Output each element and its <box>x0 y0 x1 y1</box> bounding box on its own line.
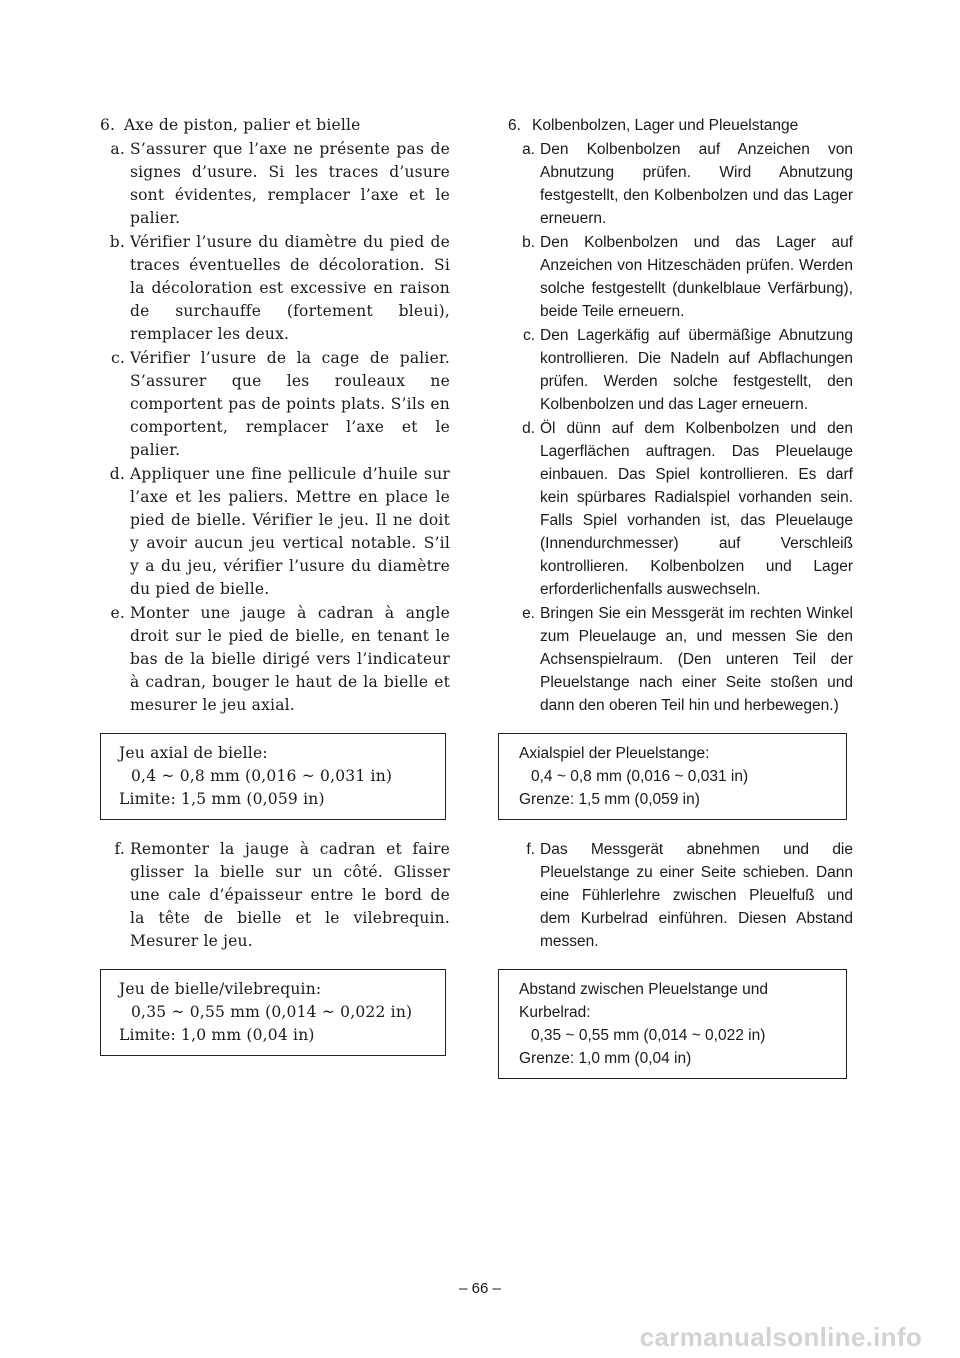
list-item <box>508 138 853 230</box>
spec-value: 0,4 ~ 0,8 mm (0,016 ~ 0,031 in) <box>531 768 749 785</box>
item-label: c. <box>522 327 535 344</box>
list-item <box>508 231 853 323</box>
spec-value: 0,4 ~ 0,8 mm (0,016 ~ 0,031 in) <box>131 767 393 785</box>
spec-box <box>100 733 446 820</box>
section-title: Axe de piston, palier et bielle <box>124 116 361 134</box>
spec-box <box>498 733 847 820</box>
section-heading <box>100 114 450 137</box>
item-label: d. <box>109 465 125 483</box>
page-number: – 66 – <box>459 1280 501 1297</box>
item-label: f. <box>526 841 535 858</box>
item-text: Öl dünn auf dem Kolbenbolzen und den Lagerflächen auftragen. Das Pleuelauge einbauen. Das Spiel kontrollieren. Es darf kein spürbares Radialspiel vorhanden sein. Falls Spiel vorhanden ist, das Pleuelauge (Innendurchmesser) auf Verschleiß kontrollieren. Kolbenbolzen und Lager erforderlichenfalls auswechseln. <box>540 420 853 598</box>
list-item <box>100 463 450 601</box>
item-label: e. <box>110 604 125 622</box>
item-label: b. <box>109 233 125 251</box>
spec-value: 0,35 ~ 0,55 mm (0,014 ~ 0,022 in) <box>531 1027 766 1044</box>
list-item <box>100 231 450 346</box>
item-text: Remonter la jauge à cadran et faire glisser la bielle sur un côté. Glisser une cale d’épaisseur entre le bord de la tête de bielle et le vilebrequin. Mesurer le jeu. <box>130 840 450 950</box>
item-text: Bringen Sie ein Messgerät im rechten Winkel zum Pleuelauge an, und messen Sie den Achsenspielraum. (Den unteren Teil der Pleuelstange nach einer Seite stoßen und dann den oberen Teil hin und herbewegen.) <box>540 605 853 714</box>
spec-title: Axialspiel der Pleuelstange: <box>519 745 710 762</box>
spec-limit: Limite: 1,5 mm (0,059 in) <box>119 790 325 808</box>
german-column <box>508 114 853 1097</box>
item-text: Den Kolbenbolzen auf Anzeichen von Abnutzung prüfen. Wird Abnutzung festgestellt, den Kolbenbolzen und das Lager erneuern. <box>540 141 853 227</box>
item-text: Den Kolbenbolzen und das Lager auf Anzeichen von Hitzeschäden prüfen. Werden solche festgestellt (dunkelblaue Verfärbung), beide Teile erneuern. <box>540 234 853 320</box>
item-text: Vérifier l’usure de la cage de palier. S’assurer que les rouleaux ne comportent pas de points plats. S’ils en comportent, remplacer l’axe et le palier. <box>130 349 450 459</box>
item-label: a. <box>110 140 125 158</box>
item-label: b. <box>522 234 535 251</box>
section-title: Kolbenbolzen, Lager und Pleuelstange <box>532 117 799 134</box>
spec-title: Abstand zwischen Pleuelstange und Kurbelrad: <box>519 981 769 1021</box>
item-label: c. <box>110 349 125 367</box>
section-number: 6. <box>100 116 116 134</box>
item-text: S’assurer que l’axe ne présente pas de signes d’usure. Si les traces d’usure sont évidentes, remplacer l’axe et le palier. <box>130 140 450 227</box>
item-text: Appliquer une fine pellicule d’huile sur l’axe et les paliers. Mettre en place le pied de bielle. Vérifier le jeu. Il ne doit y avoir aucun jeu vertical notable. S’il y a du jeu, vérifier l’usure du diamètre du pied de bielle. <box>130 465 450 598</box>
item-label: f. <box>114 840 125 858</box>
list-item <box>100 602 450 717</box>
list-item <box>508 602 853 717</box>
spec-box <box>100 969 446 1056</box>
list-item <box>100 838 450 953</box>
list-item <box>100 138 450 230</box>
section-heading <box>508 114 853 137</box>
spec-limit: Limite: 1,0 mm (0,04 in) <box>119 1026 315 1044</box>
spec-value: 0,35 ~ 0,55 mm (0,014 ~ 0,022 in) <box>131 1003 413 1021</box>
spec-title: Jeu axial de bielle: <box>119 744 268 762</box>
french-column <box>100 114 450 1074</box>
list-item <box>100 347 450 462</box>
spec-limit: Grenze: 1,0 mm (0,04 in) <box>519 1050 692 1067</box>
item-text: Monter une jauge à cadran à angle droit sur le pied de bielle, en tenant le bas de la bielle dirigé vers l’indicateur à cadran, bouger le haut de la bielle et mesurer le jeu axial. <box>130 604 450 714</box>
item-text: Vérifier l’usure du diamètre du pied de traces éventuelles de décoloration. Si la décoloration est excessive en raison de surchauffe (fortement bleui), remplacer les deux. <box>130 233 450 343</box>
list-item <box>508 324 853 416</box>
spec-limit: Grenze: 1,5 mm (0,059 in) <box>519 791 700 808</box>
item-label: e. <box>522 605 535 622</box>
item-label: d. <box>522 420 535 437</box>
list-item <box>508 838 853 953</box>
spec-title: Jeu de bielle/vilebrequin: <box>119 980 322 998</box>
watermark-logo: carmanualsonline.info <box>639 1322 922 1352</box>
item-text: Den Lagerkäfig auf übermäßige Abnutzung kontrollieren. Die Nadeln auf Abflachungen prüfen. Werden solche festgestellt, den Kolbenbolzen und das Lager erneuern. <box>540 327 853 413</box>
spec-box <box>498 969 847 1079</box>
item-label: a. <box>522 141 535 158</box>
section-number: 6. <box>508 117 521 134</box>
list-item <box>508 417 853 601</box>
item-text: Das Messgerät abnehmen und die Pleuelstange zu einer Seite schieben. Dann eine Fühlerlehre zwischen Pleuelfuß und dem Kurbelrad einführen. Diesen Abstand messen. <box>540 841 853 950</box>
